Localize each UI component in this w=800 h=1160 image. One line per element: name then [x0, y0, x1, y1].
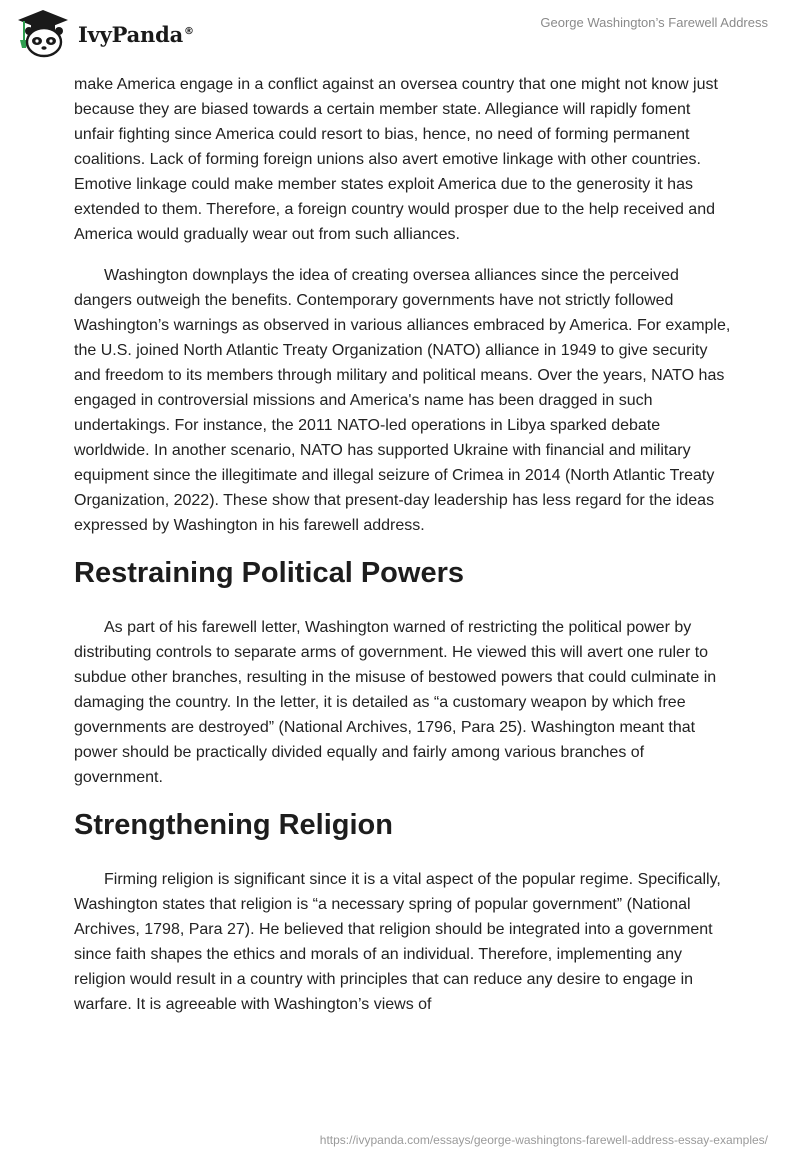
panda-graduate-icon: [14, 8, 72, 58]
paragraph-alliances: Washington downplays the idea of creating oversea alliances since the perceived dangers outweigh the benefits. Contemporary governments have not strictly followed Washington’s warnings as observed in various alliances embraced by America. For example, the U.S. joined North Atlantic Treaty Organization (NATO) alliance in 1949 to give security and freedom to its members through military and political means. Over the years, NATO has engaged in controversial missions and America's name has been dragged in such undertakings. For instance, the 2011 NATO-led operations in Libya sparked debate worldwide. In another scenario, NATO has supported Ukraine with financial and military equipment since the illegitimate and illegal seizure of Crimea in 2014 (North Atlantic Treaty Organization, 2022). These show that present-day leadership has less regard for the ideas expressed by Washington in his farewell address.: [74, 267, 731, 534]
essay-body: [74, 72, 734, 1017]
logo-wordmark: IvyPanda®: [78, 21, 194, 47]
document-title: George Washington’s Farewell Address: [540, 15, 768, 30]
paragraph-political-powers: As part of his farewell letter, Washington warned of restricting the political power by distributing controls to separate arms of government. He viewed this will avert one ruler to subdue other branches, resulting in the misuse of bestowed powers that could culminate in damaging the country. In the letter, it is detailed as “a customary weapon by which free governments are destroyed” (National Archives, 1796, Para 25). Washington meant that power should be practically divided equally and fairly among various branches of government.: [74, 619, 717, 786]
source-url[interactable]: https://ivypanda.com/essays/george-washingtons-farewell-address-essay-examples/: [319, 1133, 768, 1147]
heading-restraining-political-powers: Restraining Political Powers: [74, 557, 464, 589]
page-header: [0, 0, 800, 70]
paragraph-continuation: make America engage in a conflict against an oversea country that one might not know just because they are biased towards a certain member state. Allegiance will rapidly foment unfair fighting since America could resort to bias, hence, no need of forming permanent coalitions. Lack of forming foreign unions also avert emotive linkage with other countries. Emotive linkage could make member states exploit America due to the generosity it has extended to them. Therefore, a foreign country would prosper due to the help received and America would gradually wear out from such alliances.: [74, 76, 718, 243]
heading-strengthening-religion: Strengthening Religion: [74, 809, 393, 841]
paragraph-religion: Firming religion is significant since it is a vital aspect of the popular regime. Specifically, Washington states that religion is “a necessary spring of popular government” (National Archives, 1798, Para 27). He believed that religion should be integrated into a government since faith shapes the ethics and morals of an individual. Therefore, implementing any religion would result in a country with principles that can reduce any desire to engage in warfare. It is agreeable with Washington’s views of: [74, 871, 721, 1013]
ivypanda-logo[interactable]: [14, 8, 194, 58]
